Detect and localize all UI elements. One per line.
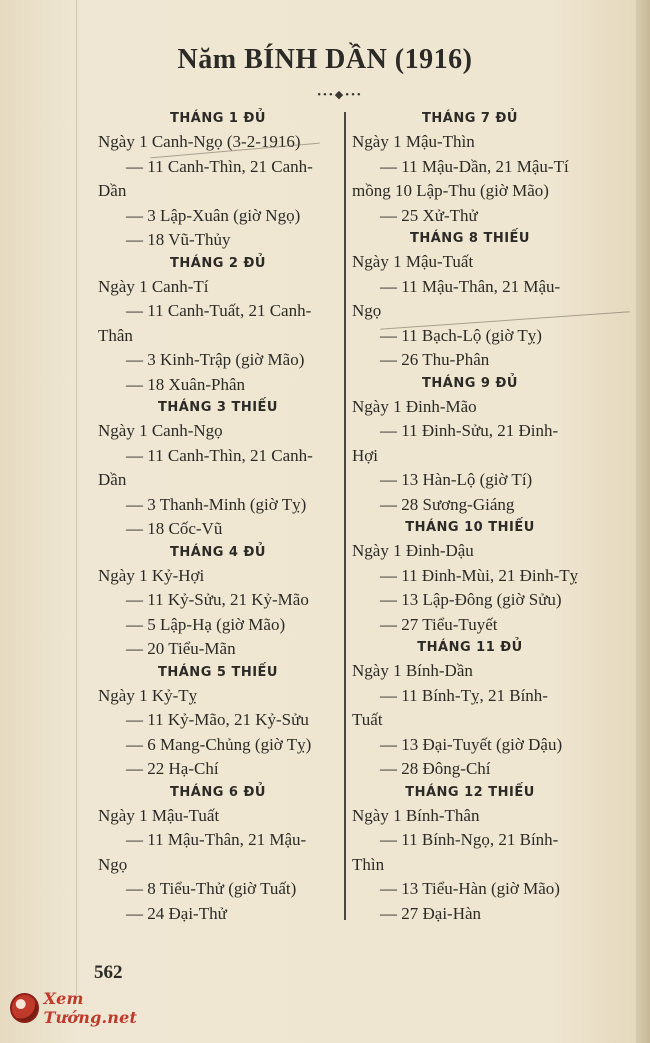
calendar-entry-continuation: Dần xyxy=(98,181,127,200)
month-header: THÁNG 8 THIẾU xyxy=(410,231,530,246)
month-start-day: Ngày 1 Canh-Ngọ xyxy=(98,421,223,440)
month-header: THÁNG 9 ĐỦ xyxy=(422,375,518,391)
month-start-day: Ngày 1 Mậu-Tuất xyxy=(352,252,474,271)
month-start-day: Ngày 1 Bính-Dần xyxy=(352,661,473,680)
watermark-logo[interactable] xyxy=(10,990,180,1026)
month-start-day: Ngày 1 Đinh-Mão xyxy=(352,396,477,416)
calendar-entry: — 11 Bính-Tỵ, 21 Bính- xyxy=(380,685,548,705)
calendar-entry-continuation: Ngọ xyxy=(98,854,128,874)
calendar-entry: — 11 Canh-Thìn, 21 Canh- xyxy=(126,445,313,465)
calendar-entry: — 11 Kỷ-Sửu, 21 Kỷ-Mão xyxy=(126,590,309,609)
calendar-entry-continuation: Thìn xyxy=(352,854,385,874)
title-ornament: •••◆••• xyxy=(317,89,363,101)
month-start-day: Ngày 1 Bính-Thân xyxy=(352,805,480,825)
calendar-entry-continuation: Dần xyxy=(98,470,127,489)
calendar-entry: — 27 Đại-Hàn xyxy=(380,903,482,923)
month-header: THÁNG 4 ĐỦ xyxy=(170,544,266,560)
calendar-entry: — 11 Đinh-Mùi, 21 Đinh-Tỵ xyxy=(380,565,579,585)
calendar-entry: — 27 Tiểu-Tuyết xyxy=(380,614,498,634)
calendar-entry-continuation: mồng 10 Lập-Thu (giờ Mão) xyxy=(352,181,549,200)
calendar-entry: — 5 Lập-Hạ (giờ Mão) xyxy=(126,614,286,634)
calendar-entry: — 11 Mậu-Dần, 21 Mậu-Tí xyxy=(380,156,569,176)
month-header: THÁNG 11 ĐỦ xyxy=(417,640,523,655)
calendar-entry: — 22 Hạ-Chí xyxy=(126,759,219,778)
left-column xyxy=(96,108,340,926)
calendar-entry: — 13 Đại-Tuyết (giờ Dậu) xyxy=(380,734,563,754)
month-start-day: Ngày 1 Canh-Ngọ (3-2-1916) xyxy=(98,132,301,151)
month-header: THÁNG 3 THIẾU xyxy=(158,400,278,415)
month-start-day: Ngày 1 Kỷ-Hợi xyxy=(98,565,205,585)
calendar-entry-continuation: Hợi xyxy=(352,445,378,465)
calendar-entry: — 13 Lập-Đông (giờ Sửu) xyxy=(380,590,562,609)
month-start-day: Ngày 1 Kỷ-Tỵ xyxy=(98,685,198,705)
page-fold-line xyxy=(76,0,77,1000)
right-column xyxy=(350,108,590,926)
column-divider xyxy=(344,112,346,920)
calendar-entry: — 8 Tiểu-Thử (giờ Tuất) xyxy=(126,879,297,898)
month-start-day: Ngày 1 Đinh-Dậu xyxy=(352,541,474,560)
month-header: THÁNG 2 ĐỦ xyxy=(170,255,266,271)
calendar-entry: — 28 Sương-Giáng xyxy=(380,494,515,514)
calendar-entry: — 26 Thu-Phân xyxy=(380,350,490,369)
calendar-entry: — 20 Tiểu-Mãn xyxy=(126,639,236,658)
watermark-text: Xem Tướng.net xyxy=(43,989,138,1027)
page-title: Năm BÍNH DẦN (1916) xyxy=(177,44,473,75)
calendar-entry: — 6 Mang-Chủng (giờ Tỵ) xyxy=(126,734,312,754)
calendar-entry: — 11 Mậu-Thân, 21 Mậu- xyxy=(380,276,561,296)
calendar-entry: — 24 Đại-Thử xyxy=(126,903,227,923)
calendar-entry: — 13 Hàn-Lộ (giờ Tí) xyxy=(380,470,533,489)
calendar-entry: — 11 Canh-Tuất, 21 Canh- xyxy=(126,301,312,320)
calendar-entry: — 11 Mậu-Thân, 21 Mậu- xyxy=(126,830,307,849)
calendar-entry-continuation: Thân xyxy=(98,325,133,345)
calendar-entry-continuation: Tuất xyxy=(352,710,383,729)
calendar-entry: — 25 Xử-Thử xyxy=(380,205,478,225)
month-header: THÁNG 7 ĐỦ xyxy=(422,111,518,126)
month-header: THÁNG 12 THIẾU xyxy=(405,784,535,800)
month-header: THÁNG 10 THIẾU xyxy=(405,520,535,535)
calendar-entry-continuation: Ngọ xyxy=(352,301,382,320)
calendar-entry: — 3 Lập-Xuân (giờ Ngọ) xyxy=(126,205,301,225)
calendar-entry: — 13 Tiểu-Hàn (giờ Mão) xyxy=(380,879,560,898)
month-start-day: Ngày 1 Canh-Tí xyxy=(98,276,209,296)
calendar-entry: — 11 Đinh-Sửu, 21 Đinh- xyxy=(380,421,559,440)
month-header: THÁNG 6 ĐỦ xyxy=(170,784,266,800)
calendar-entry: — 28 Đông-Chí xyxy=(380,759,491,778)
calendar-entry: — 11 Bính-Ngọ, 21 Bính- xyxy=(380,830,559,849)
calendar-entry: — 11 Bạch-Lộ (giờ Tỵ) xyxy=(380,325,542,345)
month-header: THÁNG 1 ĐỦ xyxy=(170,111,266,126)
calendar-entry: — 3 Kinh-Trập (giờ Mão) xyxy=(126,350,305,369)
calendar-entry: — 18 Xuân-Phân xyxy=(126,374,245,394)
page-number: 562 xyxy=(94,962,123,983)
yin-yang-icon xyxy=(10,993,39,1023)
page-edge xyxy=(636,0,650,1043)
month-start-day: Ngày 1 Mậu-Tuất xyxy=(98,805,220,825)
calendar-entry: — 11 Canh-Thìn, 21 Canh- xyxy=(126,156,313,176)
month-start-day: Ngày 1 Mậu-Thìn xyxy=(352,132,475,151)
calendar-entry: — 3 Thanh-Minh (giờ Tỵ) xyxy=(126,494,307,514)
calendar-entry: — 18 Vũ-Thủy xyxy=(126,230,231,249)
calendar-entry: — 18 Cốc-Vũ xyxy=(126,519,223,538)
calendar-entry: — 11 Kỷ-Mão, 21 Kỷ-Sửu xyxy=(126,710,309,729)
month-header: THÁNG 5 THIẾU xyxy=(158,664,278,680)
